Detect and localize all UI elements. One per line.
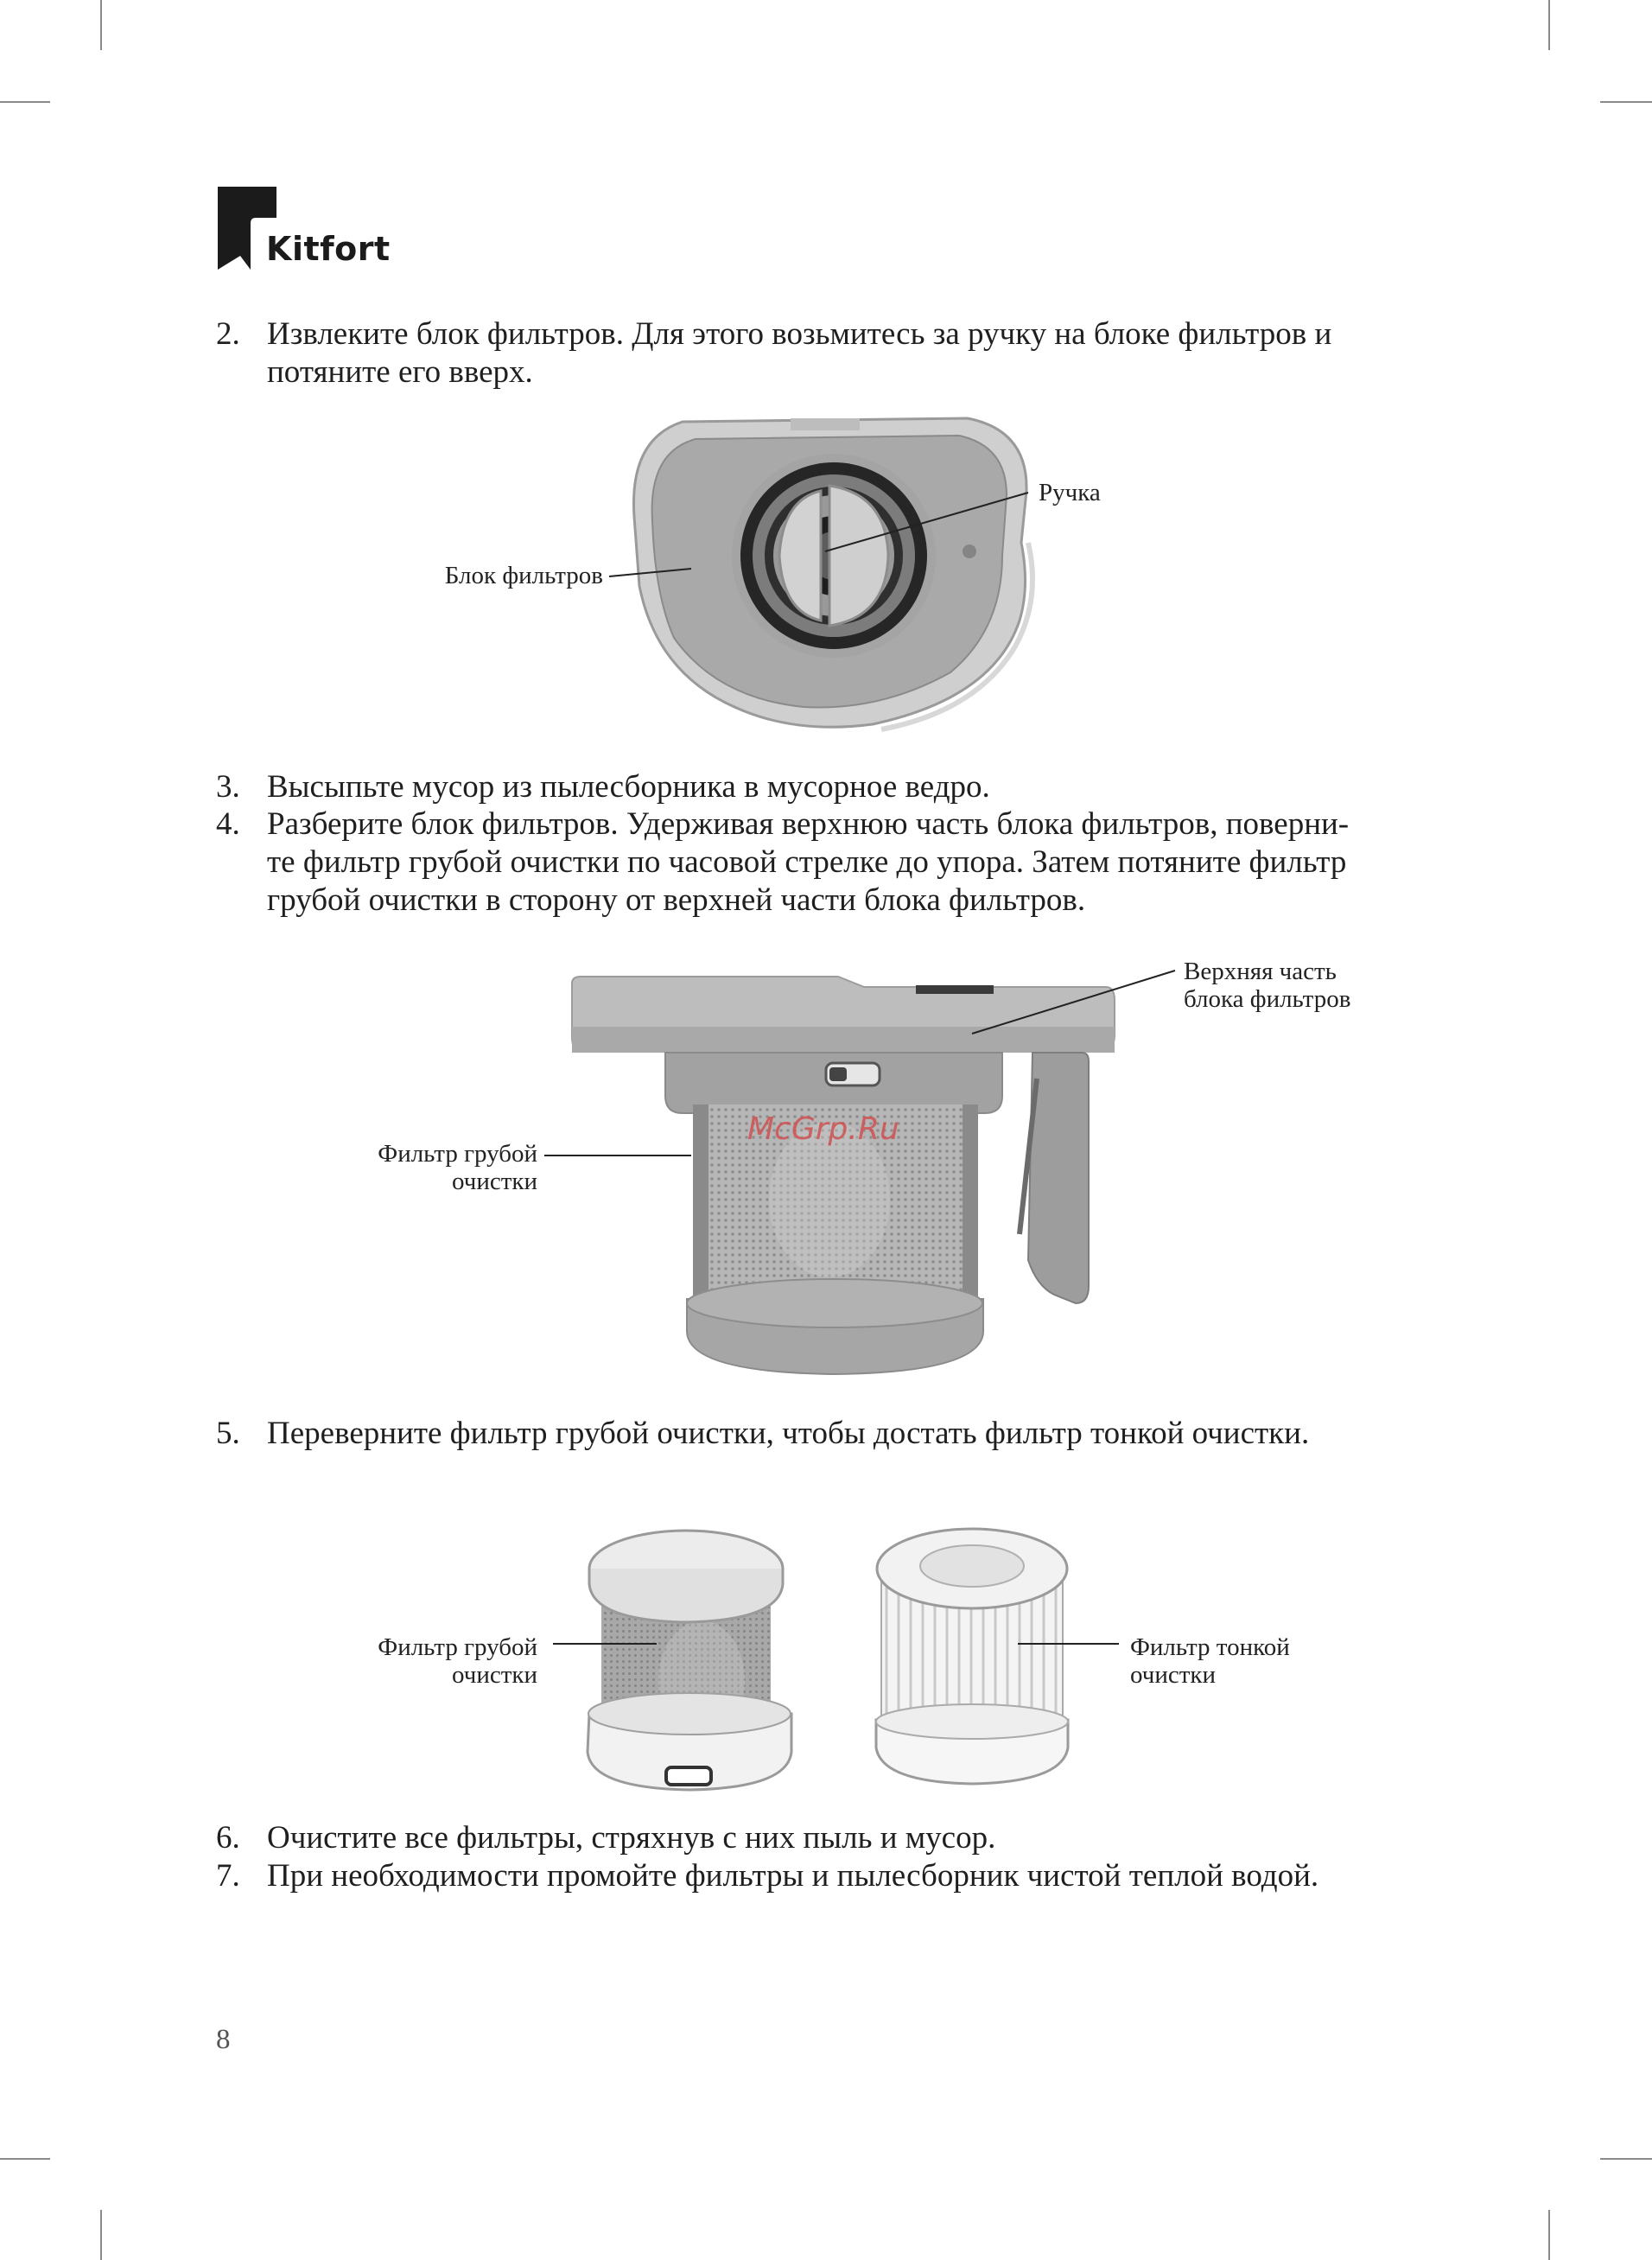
- label-fine-filter: Фильтр тонкой очистки: [1130, 1633, 1290, 1689]
- step-text-line: грубой очистки в сторону от верхней части блока фильтров.: [267, 882, 1086, 918]
- page-number: 8: [216, 2024, 231, 2055]
- label-filter-block: Блок фильтров: [444, 562, 603, 589]
- crop-mark: [100, 0, 102, 50]
- step-4: [216, 805, 1443, 920]
- crop-mark: [1600, 2158, 1652, 2160]
- fine-filter-photo: [873, 1521, 1071, 1789]
- step-2: [216, 315, 1443, 392]
- brand-name: Kitfort: [266, 230, 391, 268]
- label-top-part: Верхняя часть блока фильтров: [1184, 958, 1351, 1013]
- step-number: 2.: [216, 316, 240, 352]
- leader-line: [544, 1633, 1132, 1651]
- step-text-line: Извлеките блок фильтров. Для этого возьмитесь за ручку на блоке фильтров и: [267, 316, 1332, 352]
- step-text-line: Высыпьте мусор из пылесборника в мусорное ведро.: [267, 769, 990, 805]
- crop-mark: [1600, 101, 1652, 103]
- step-number: 7.: [216, 1858, 240, 1894]
- crop-mark: [0, 2158, 50, 2160]
- step-number: 5.: [216, 1416, 240, 1451]
- step-text-line: Очистите все фильтры, стряхнув с них пыль и мусор.: [267, 1820, 996, 1856]
- crop-mark: [0, 101, 50, 103]
- step-text-line: При необходимости промойте фильтры и пылесборник чистой теплой водой.: [267, 1858, 1319, 1894]
- label-coarse-filter: Фильтр грубой очистки: [378, 1140, 537, 1195]
- leader-line: [605, 484, 1045, 588]
- step-7: [216, 1857, 1443, 1895]
- step-number: 6.: [216, 1820, 240, 1856]
- step-3: [216, 768, 1443, 806]
- coarse-filter-photo: [584, 1525, 800, 1795]
- step-5: [216, 1415, 1443, 1453]
- crop-mark: [1548, 2210, 1550, 2260]
- label-coarse-filter: Фильтр грубой очистки: [378, 1633, 537, 1689]
- step-number: 4.: [216, 806, 240, 842]
- step-text-line: потяните его вверх.: [267, 354, 533, 390]
- step-text-line: те фильтр грубой очистки по часовой стрелке до упора. Затем потяните фильтр: [267, 844, 1347, 880]
- label-handle: Ручка: [1039, 479, 1101, 506]
- watermark-text: McGrp.Ru: [747, 1111, 899, 1147]
- crop-mark: [1548, 0, 1550, 50]
- step-text-line: Разберите блок фильтров. Удерживая верхнюю часть блока фильтров, поверни-: [267, 806, 1350, 842]
- step-text-line: Переверните фильтр грубой очистки, чтобы достать фильтр тонкой очистки.: [267, 1416, 1310, 1451]
- step-number: 3.: [216, 769, 240, 805]
- crop-mark: [100, 2210, 102, 2260]
- step-6: [216, 1819, 1443, 1857]
- leader-line: [536, 966, 1184, 1174]
